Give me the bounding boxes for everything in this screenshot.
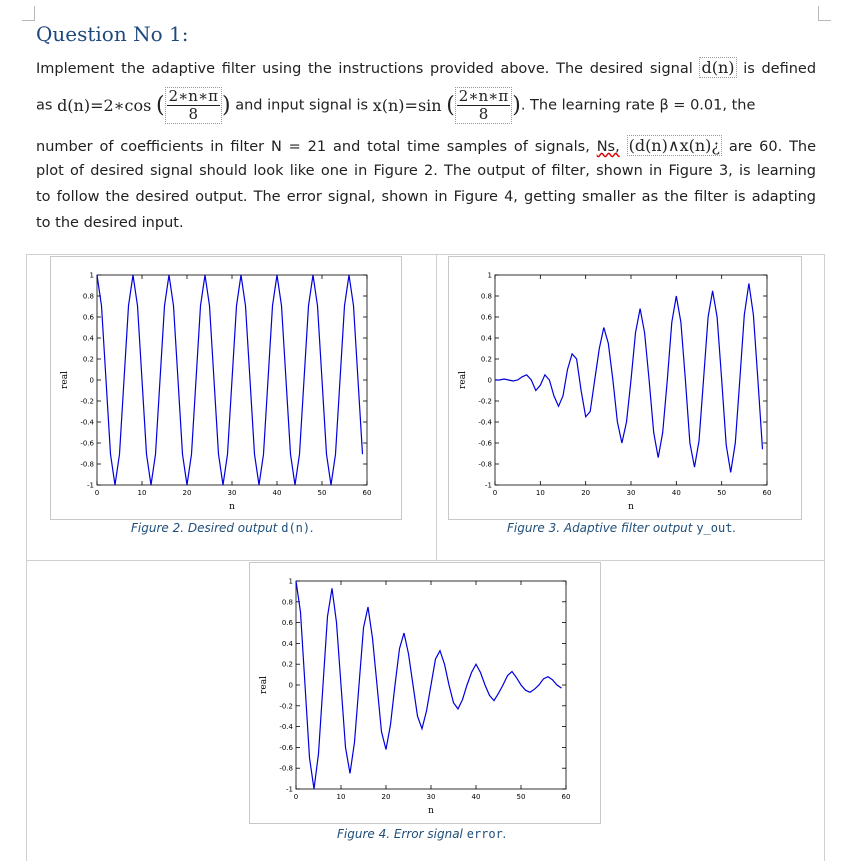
y-tick-label: 1: [487, 271, 492, 280]
table-border-left: [26, 254, 27, 861]
signal-expression: (d(n)∧x(n)¿: [628, 136, 720, 155]
y-tick-label: -0.6: [80, 439, 94, 448]
y-tick-label: 0: [89, 376, 94, 385]
y-tick-label: -0.8: [478, 460, 492, 469]
figure-4-error-signal: [249, 562, 601, 824]
y-tick-label: 0.8: [281, 598, 293, 607]
y-axis-label: real: [458, 371, 468, 389]
y-tick-label: -0.4: [478, 418, 492, 427]
table-border-center: [436, 254, 437, 560]
y-tick-label: 0.8: [480, 292, 492, 301]
y-tick-label: -0.2: [478, 397, 492, 406]
ns-label: Ns,: [596, 139, 620, 155]
input-signal-equation: x(n)=sin: [372, 96, 442, 115]
y-tick-label: -0.8: [80, 460, 94, 469]
y-tick-label: -0.2: [279, 702, 293, 711]
paragraph-line-3: number of coefficients in filter N = 21 and total time samples of signals, Ns, (d(n)∧x(n)¿ are 60. The: [36, 136, 817, 155]
y-tick-label: -0.4: [279, 723, 293, 732]
paragraph-line-6: to the desired input.: [36, 215, 184, 231]
y-tick-label: -0.8: [279, 764, 293, 773]
x-tick-label: 60: [762, 489, 772, 497]
x-tick-label: 40: [471, 793, 481, 801]
y-axis-label: real: [259, 676, 269, 694]
y-tick-label: 0: [487, 376, 492, 385]
table-border-top: [26, 254, 825, 255]
y-tick-label: 0.6: [281, 619, 293, 628]
paragraph-line-2: as d(n)=2∗cos ( $\frac{2∗n∗\pi}{8}$ ) and input signal is x(n)=sin ( $\frac{2∗n∗\pi}{8}$ ). The learning rate β = 0.01, the: [36, 87, 756, 123]
figure-4-plot: [250, 563, 600, 823]
paragraph-line-4: plot of desired signal should look like one in Figure 2. The output of filter, shown in Figure 3, is learning: [36, 163, 816, 179]
x-tick-label: 20: [581, 489, 591, 497]
y-tick-label: 0.4: [82, 334, 94, 343]
y-tick-label: 0.8: [82, 292, 94, 301]
y-tick-label: 0.6: [82, 313, 94, 322]
x-tick-label: 40: [671, 489, 681, 497]
figure-3-plot: [449, 257, 801, 519]
y-tick-label: -1: [87, 481, 94, 490]
question-title: Question No 1:: [36, 22, 189, 46]
y-tick-label: -1: [485, 481, 492, 490]
y-tick-label: 0.4: [480, 334, 492, 343]
y-axis-label: real: [60, 371, 70, 389]
y-tick-label: 0.2: [82, 355, 94, 364]
y-tick-label: -0.6: [478, 439, 492, 448]
x-axis-label: n: [229, 502, 235, 512]
figure-2-caption: Figure 2. Desired output d(n).: [131, 521, 314, 535]
y-tick-label: -0.4: [80, 418, 94, 427]
figure-4-caption: Figure 4. Error signal error.: [337, 827, 507, 841]
desired-signal-equation: d(n)=2∗cos: [57, 96, 152, 115]
x-tick-label: 60: [561, 793, 571, 801]
x-tick-label: 20: [182, 489, 192, 497]
series-line: [495, 283, 763, 472]
x-axis-label: n: [628, 502, 634, 512]
paragraph-line-5: to follow the desired output. The error signal, shown in Figure 4, getting smaller as the filter is adapting: [36, 189, 816, 205]
desired-signal-symbol: d(n): [701, 58, 735, 77]
x-tick-label: 20: [381, 793, 391, 801]
figure-3-caption: Figure 3. Adaptive filter output y_out.: [507, 521, 737, 535]
x-tick-label: 30: [227, 489, 237, 497]
x-tick-label: 30: [626, 489, 636, 497]
x-tick-label: 60: [362, 489, 372, 497]
y-tick-label: -0.2: [80, 397, 94, 406]
series-line: [296, 581, 562, 789]
x-tick-label: 10: [535, 489, 545, 497]
x-tick-label: 50: [317, 489, 327, 497]
y-tick-label: 1: [288, 577, 293, 586]
input-signal-fraction: $\frac{2∗n∗\pi}{8}$: [455, 87, 512, 124]
y-tick-label: 1: [89, 271, 94, 280]
page-corner-mark-left: [22, 6, 35, 21]
x-axis-label: n: [428, 806, 434, 816]
figure-3-adaptive-filter-output: [448, 256, 802, 520]
x-tick-label: 40: [272, 489, 282, 497]
y-tick-label: 0.2: [281, 660, 293, 669]
x-tick-label: 50: [717, 489, 727, 497]
series-line: [97, 275, 363, 485]
table-border-middle: [26, 560, 825, 561]
x-tick-label: 0: [94, 489, 100, 497]
y-tick-label: -1: [286, 785, 293, 794]
y-tick-label: 0.6: [480, 313, 492, 322]
figure-2-desired-output: [50, 256, 402, 520]
paragraph-line-1: Implement the adaptive filter using the instructions provided above. The desired signal d(n) is defined: [36, 58, 817, 77]
x-tick-label: 10: [336, 793, 346, 801]
desired-signal-fraction: $\frac{2∗n∗\pi}{8}$: [165, 87, 222, 124]
y-tick-label: 0: [288, 681, 293, 690]
table-border-right: [824, 254, 825, 861]
x-tick-label: 30: [426, 793, 436, 801]
x-tick-label: 50: [516, 793, 526, 801]
y-tick-label: -0.6: [279, 743, 293, 752]
x-tick-label: 10: [137, 489, 147, 497]
y-tick-label: 0.4: [281, 639, 293, 648]
x-tick-label: 0: [492, 489, 498, 497]
figure-2-plot: [51, 257, 401, 519]
page-corner-mark-right: [818, 6, 831, 21]
x-tick-label: 0: [293, 793, 299, 801]
y-tick-label: 0.2: [480, 355, 492, 364]
